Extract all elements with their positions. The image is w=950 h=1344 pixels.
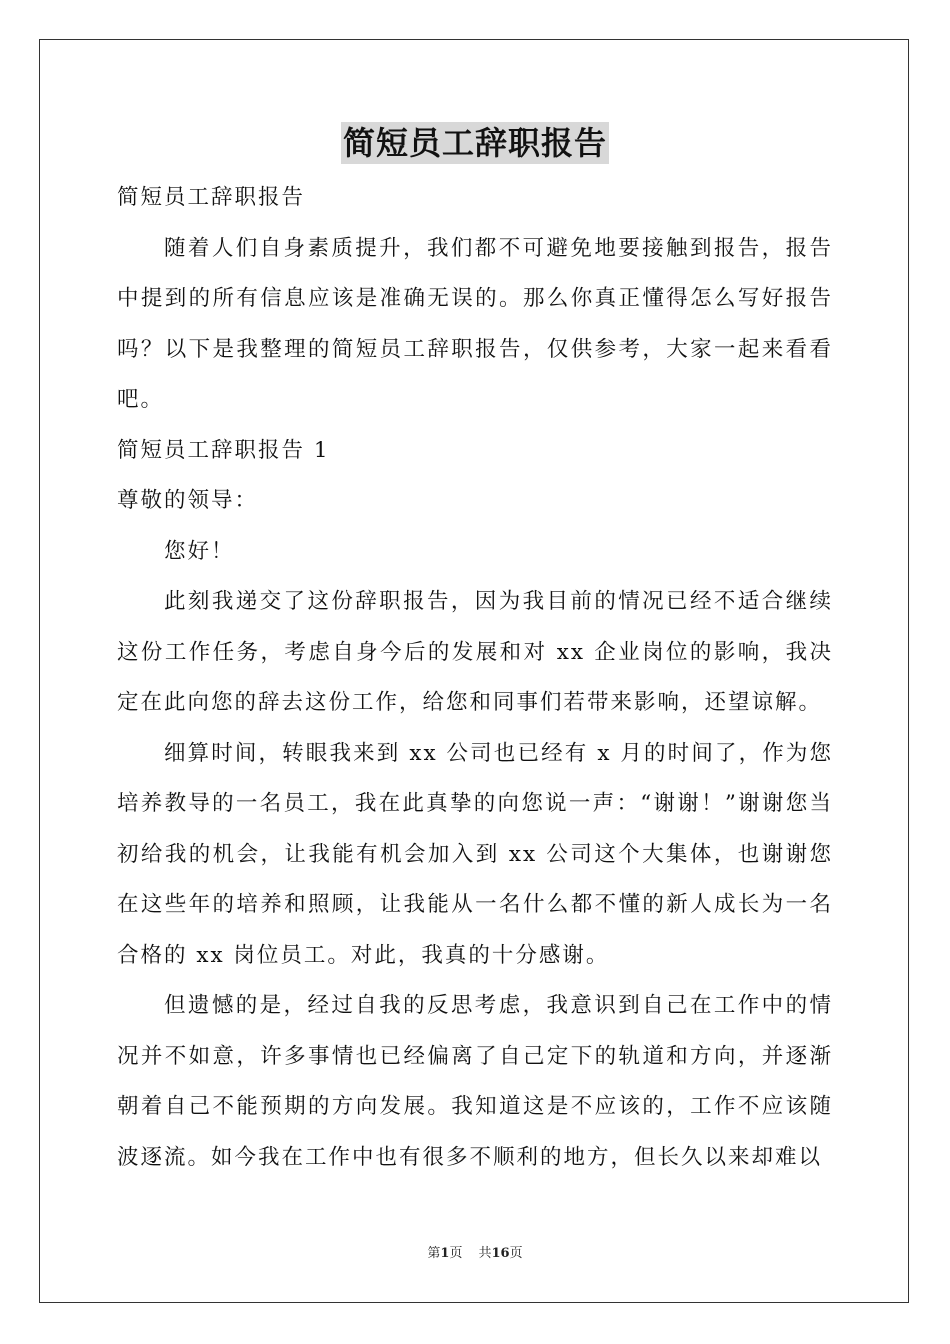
- title-container: [0, 122, 950, 164]
- paragraph: 此刻我递交了这份辞职报告，因为我目前的情况已经不适合继续这份工作任务，考虑自身今后的发展和对 xx 企业岗位的影响，我决定在此向您的辞去这份工作，给您和同事们若带来影响，还望谅解。: [117, 589, 833, 715]
- paragraph: 但遗憾的是，经过自我的反思考虑，我意识到自己在工作中的情况并不如意，许多事情也已经偏离了自己定下的轨道和方向，并逐渐朝着自己不能预期的方向发展。我知道这是不应该的，工作不应该随波逐流。如今我在工作中也有很多不顺利的地方，但长久以来却难以: [117, 993, 833, 1170]
- document-body: [117, 173, 833, 1183]
- page-footer: [0, 1245, 950, 1263]
- total-prefix: 共: [478, 1246, 492, 1261]
- page-prefix: 第: [427, 1246, 441, 1261]
- paragraph: 随着人们自身素质提升，我们都不可避免地要接触到报告，报告中提到的所有信息应该是准确无误的。那么你真正懂得怎么写好报告吗？以下是我整理的简短员工辞职报告，仅供参考，大家一起来看看吧。: [117, 235, 833, 412]
- paragraph: 简短员工辞职报告: [117, 185, 306, 210]
- page-number: 1: [440, 1246, 450, 1261]
- total-suffix: 页: [509, 1246, 523, 1261]
- paragraph: 细算时间，转眼我来到 xx 公司也已经有 x 月的时间了，作为您培养教导的一名员工，我在此真挚的向您说一声：“谢谢！”谢谢您当初给我的机会，让我能有机会加入到 xx 公司这个大集体，也谢谢您在这些年的培养和照顾，让我能从一名什么都不懂的新人成长为一名合格的 xx 岗位员工。对此，我真的十分感谢。: [117, 740, 833, 968]
- greeting: 您好！: [164, 538, 235, 564]
- page-suffix: 页: [449, 1246, 463, 1261]
- document-title: 简短员工辞职报告: [342, 124, 607, 162]
- total-pages: 16: [491, 1246, 510, 1261]
- section-heading: 简短员工辞职报告 1: [117, 437, 330, 463]
- salutation: 尊敬的领导：: [117, 488, 259, 513]
